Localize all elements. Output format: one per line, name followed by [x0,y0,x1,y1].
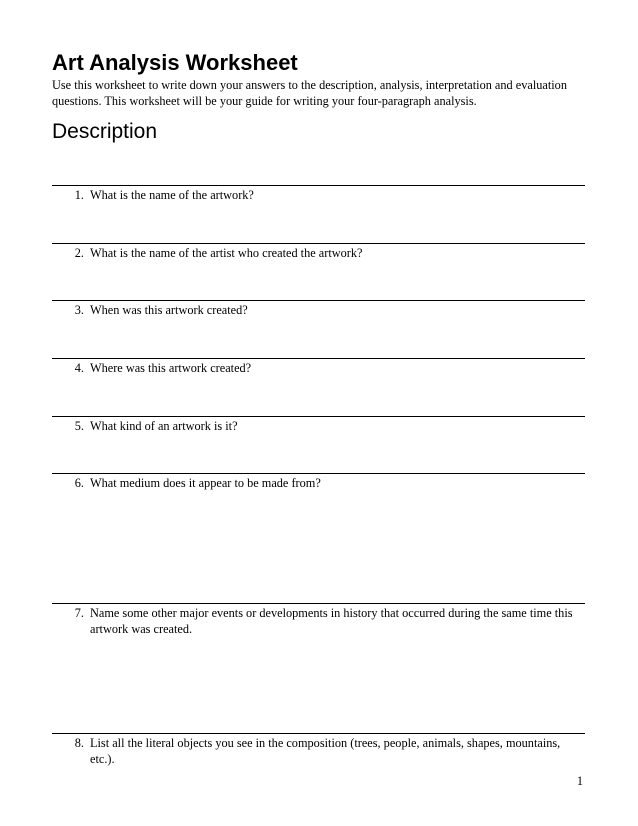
question-item [62,418,584,434]
page-number: 1 [576,774,583,788]
question-number: 8. [74,736,84,750]
answer-line [52,358,585,359]
question-number: 6. [74,476,84,490]
question-number: 5. [74,419,84,433]
answer-line [52,300,585,301]
question-number: 3. [74,303,84,317]
answer-line [52,473,585,474]
question-number: 4. [74,361,84,375]
question-text: What medium does it appear to be made from? [90,476,321,490]
question-text: Where was this artwork created? [90,361,252,375]
question-item [62,475,584,491]
answer-line [52,185,585,186]
question-item [62,245,584,261]
question-item [62,735,584,767]
question-text: When was this artwork created? [90,303,248,317]
question-text: What kind of an artwork is it? [90,419,238,433]
question-text: Name some other major events or developments in history that occurred during the same time this artwork was created. [90,606,573,636]
question-number: 1. [74,188,84,202]
answer-line [52,733,585,734]
question-text: What is the name of the artist who created the artwork? [90,246,363,260]
section-heading-description: Description [52,120,158,143]
question-item [62,302,584,318]
question-item [62,187,584,203]
answer-line [52,603,585,604]
question-text: List all the literal objects you see in the composition (trees, people, animals, shapes, mountains, etc.). [90,736,561,766]
question-item [62,360,584,376]
question-item [62,605,584,637]
worksheet-title: Art Analysis Worksheet [52,50,298,75]
question-text: What is the name of the artwork? [90,188,254,202]
answer-line [52,243,585,244]
worksheet-instructions: Use this worksheet to write down your answers to the description, analysis, interpretation and evaluation questions. This worksheet will be your guide for writing your four-paragraph analysis. [52,78,567,108]
answer-line [52,416,585,417]
question-number: 2. [74,246,84,260]
question-number: 7. [74,606,84,620]
